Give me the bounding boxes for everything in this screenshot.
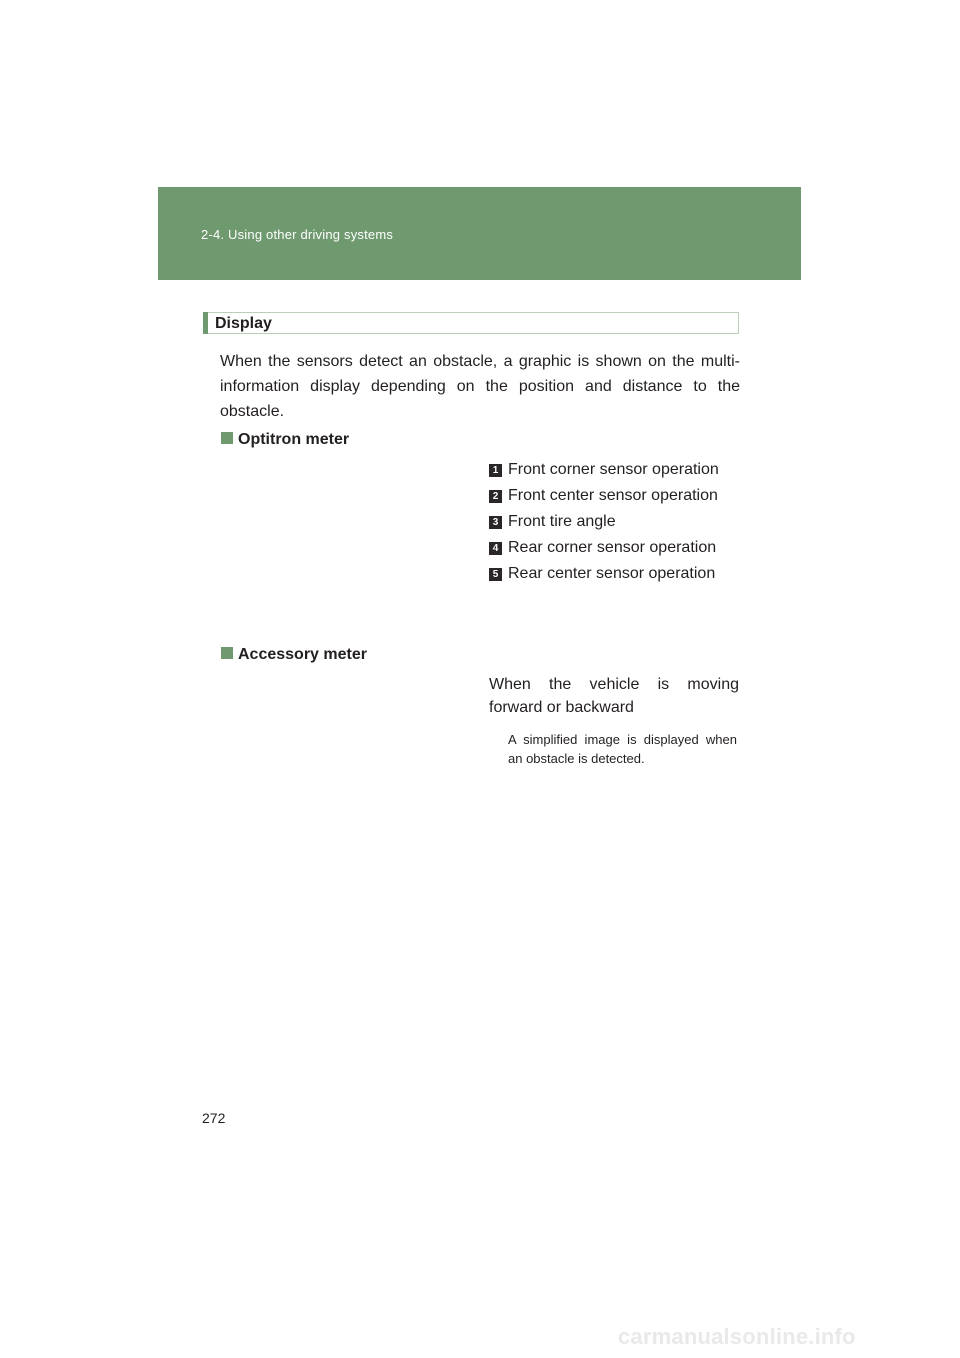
legend-label: Front center sensor operation [508,487,718,504]
legend-label: Front corner sensor operation [508,461,719,478]
header-band [158,187,801,280]
optitron-legend [489,457,739,587]
intro-paragraph: When the sensors detect an obstacle, a graphic is shown on the multi-information display depending on the position and distance to the obstacle. [220,353,740,420]
legend-item [489,457,739,483]
number-badge-icon: 2 [489,490,502,503]
section-heading: Display [215,315,272,332]
legend-label: Rear center sensor operation [508,565,716,582]
legend-item [489,561,739,587]
accessory-description: When the vehicle is moving forward or backward [489,676,739,716]
accessory-heading-label: Accessory meter [238,646,367,663]
section-path: 2-4. Using other driving systems [201,227,394,242]
page-number: 272 [202,1110,226,1126]
number-badge-icon: 3 [489,516,502,529]
accessory-note: A simplified image is displayed when an obstacle is detected. [508,732,737,766]
number-badge-icon: 1 [489,464,502,477]
square-bullet-icon [221,647,233,659]
footer-watermark: carmanualsonline.info [618,1324,856,1349]
square-bullet-icon [221,432,233,444]
legend-item [489,509,739,535]
number-badge-icon: 5 [489,568,502,581]
legend-item [489,483,739,509]
number-badge-icon: 4 [489,542,502,555]
legend-label: Rear corner sensor operation [508,539,717,556]
optitron-heading [221,431,349,449]
heading-accent-mark [203,312,208,334]
legend-item [489,535,739,561]
legend-label: Front tire angle [508,513,616,530]
accessory-heading [221,646,367,664]
optitron-heading-label: Optitron meter [238,431,350,448]
section-heading-bar [203,312,739,334]
